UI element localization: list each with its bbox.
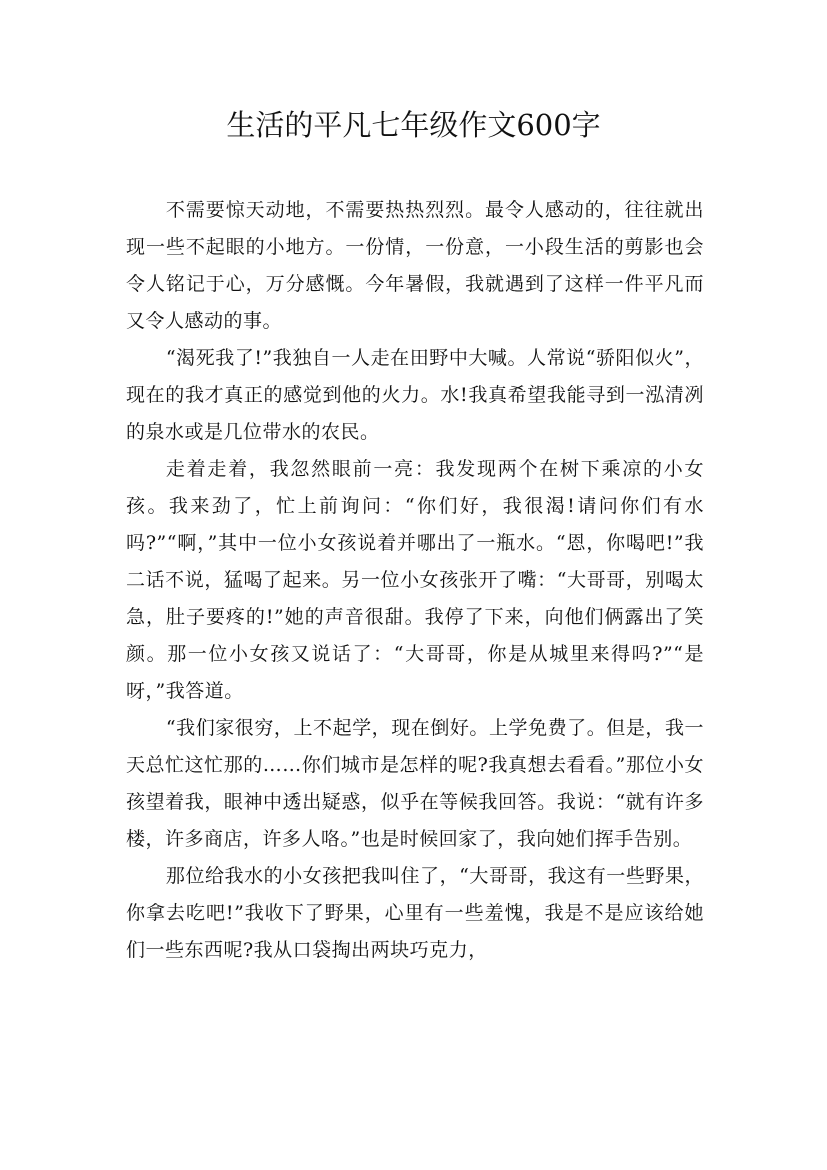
document-body [126, 192, 704, 969]
paragraph-3: 走着走着，我忽然眼前一亮：我发现两个在树下乘凉的小女孩。我来劲了，忙上前询问：“你们好，我很渴!请问你们有水吗?”“啊，”其中一位小女孩说着并哪出了一瓶水。“恩，你喝吧!”我二话不说，猛喝了起来。另一位小女孩张开了嘴：“大哥哥，别喝太急，肚子要疼的!”她的声音很甜。我停了下来，向他们俩露出了笑颜。那一位小女孩又说话了：“大哥哥，你是从城里来得吗?”“是呀，”我答道。 [126, 458, 704, 702]
document-title: 生活的平凡七年级作文600字 [226, 108, 601, 142]
paragraph-5: 那位给我水的小女孩把我叫住了，“大哥哥，我这有一些野果，你拿去吃吧!”我收下了野果，心里有一些羞愧，我是不是应该给她们一些东西呢?我从口袋掏出两块巧克力， [126, 865, 704, 961]
paragraph-4: “我们家很穷，上不起学，现在倒好。上学免费了。但是，我一天总忙这忙那的……你们城市是怎样的呢?我真想去看看。”那位小女孩望着我，眼神中透出疑惑，似乎在等候我回答。我说：“就有许多楼，许多商店，许多人咯。”也是时候回家了，我向她们挥手告别。 [126, 717, 704, 850]
paragraph-2: “渴死我了!”我独自一人走在田野中大喊。人常说“骄阳似火”，现在的我才真正的感觉到他的火力。水!我真希望我能寻到一泓清冽的泉水或是几位带水的农民。 [126, 347, 704, 443]
paragraph-1: 不需要惊天动地，不需要热热烈烈。最令人感动的，往往就出现一些不起眼的小地方。一份情，一份意，一小段生活的剪影也会令人铭记于心，万分感慨。今年暑假，我就遇到了这样一件平凡而又令人感动的事。 [126, 199, 704, 332]
